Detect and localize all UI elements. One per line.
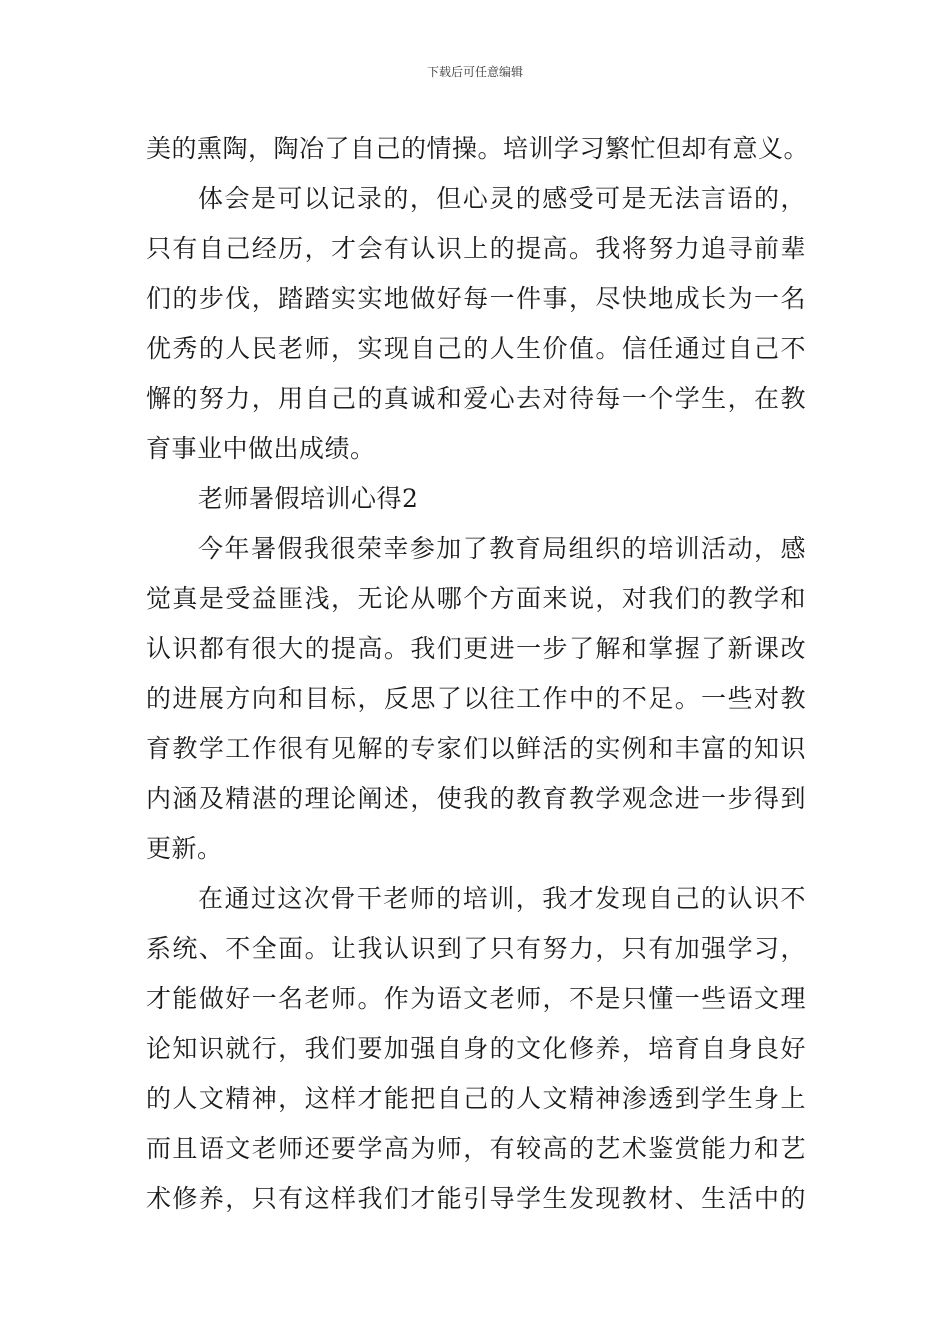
paragraph-start-line: 体会是可以记录的，但心灵的感受可是无法言语的， (198, 184, 806, 213)
paragraph-start-line: 在通过这次骨干老师的培训，我才发现自己的认识不 (198, 884, 806, 913)
document-body (146, 124, 810, 1224)
text-line: 论知识就行，我们要加强自身的文化修养，培育自身良好 (146, 1034, 806, 1063)
text-line: 术修养，只有这样我们才能引导学生发现教材、生活中的 (146, 1184, 806, 1213)
text-line: 懈的努力，用自己的真诚和爱心去对待每一个学生，在教 (146, 384, 806, 413)
paragraph-end-line: 育事业中做出成绩。 (146, 434, 376, 463)
text-line: 觉真是受益匪浅，无论从哪个方面来说，对我们的教学和 (146, 584, 806, 613)
section-title: 老师暑假培训心得2 (198, 484, 419, 513)
text-line: 系统、不全面。让我认识到了只有努力，只有加强学习， (146, 934, 806, 963)
text-line: 只有自己经历，才会有认识上的提高。我将努力追寻前辈 (146, 234, 806, 263)
paragraph-start-line: 今年暑假我很荣幸参加了教育局组织的培训活动，感 (198, 534, 806, 563)
text-line: 认识都有很大的提高。我们更进一步了解和掌握了新课改 (146, 634, 806, 663)
text-line: 内涵及精湛的理论阐述，使我的教育教学观念进一步得到 (146, 784, 806, 813)
text-line: 优秀的人民老师，实现自己的人生价值。信任通过自己不 (146, 334, 806, 363)
page-header: 下载后可任意编辑 (426, 65, 523, 79)
text-line: 美的熏陶，陶冶了自己的情操。培训学习繁忙但却有意义。 (146, 134, 810, 163)
text-line: 而且语文老师还要学高为师，有较高的艺术鉴赏能力和艺 (146, 1134, 806, 1163)
paragraph-end-line: 更新。 (146, 834, 223, 863)
text-line: 的进展方向和目标，反思了以往工作中的不足。一些对教 (146, 684, 806, 713)
text-line: 的人文精神，这样才能把自己的人文精神渗透到学生身上 (146, 1084, 806, 1113)
text-line: 们的步伐，踏踏实实地做好每一件事，尽快地成长为一名 (146, 284, 806, 313)
text-line: 育教学工作很有见解的专家们以鲜活的实例和丰富的知识 (146, 734, 806, 763)
text-line: 才能做好一名老师。作为语文老师，不是只懂一些语文理 (146, 984, 806, 1013)
